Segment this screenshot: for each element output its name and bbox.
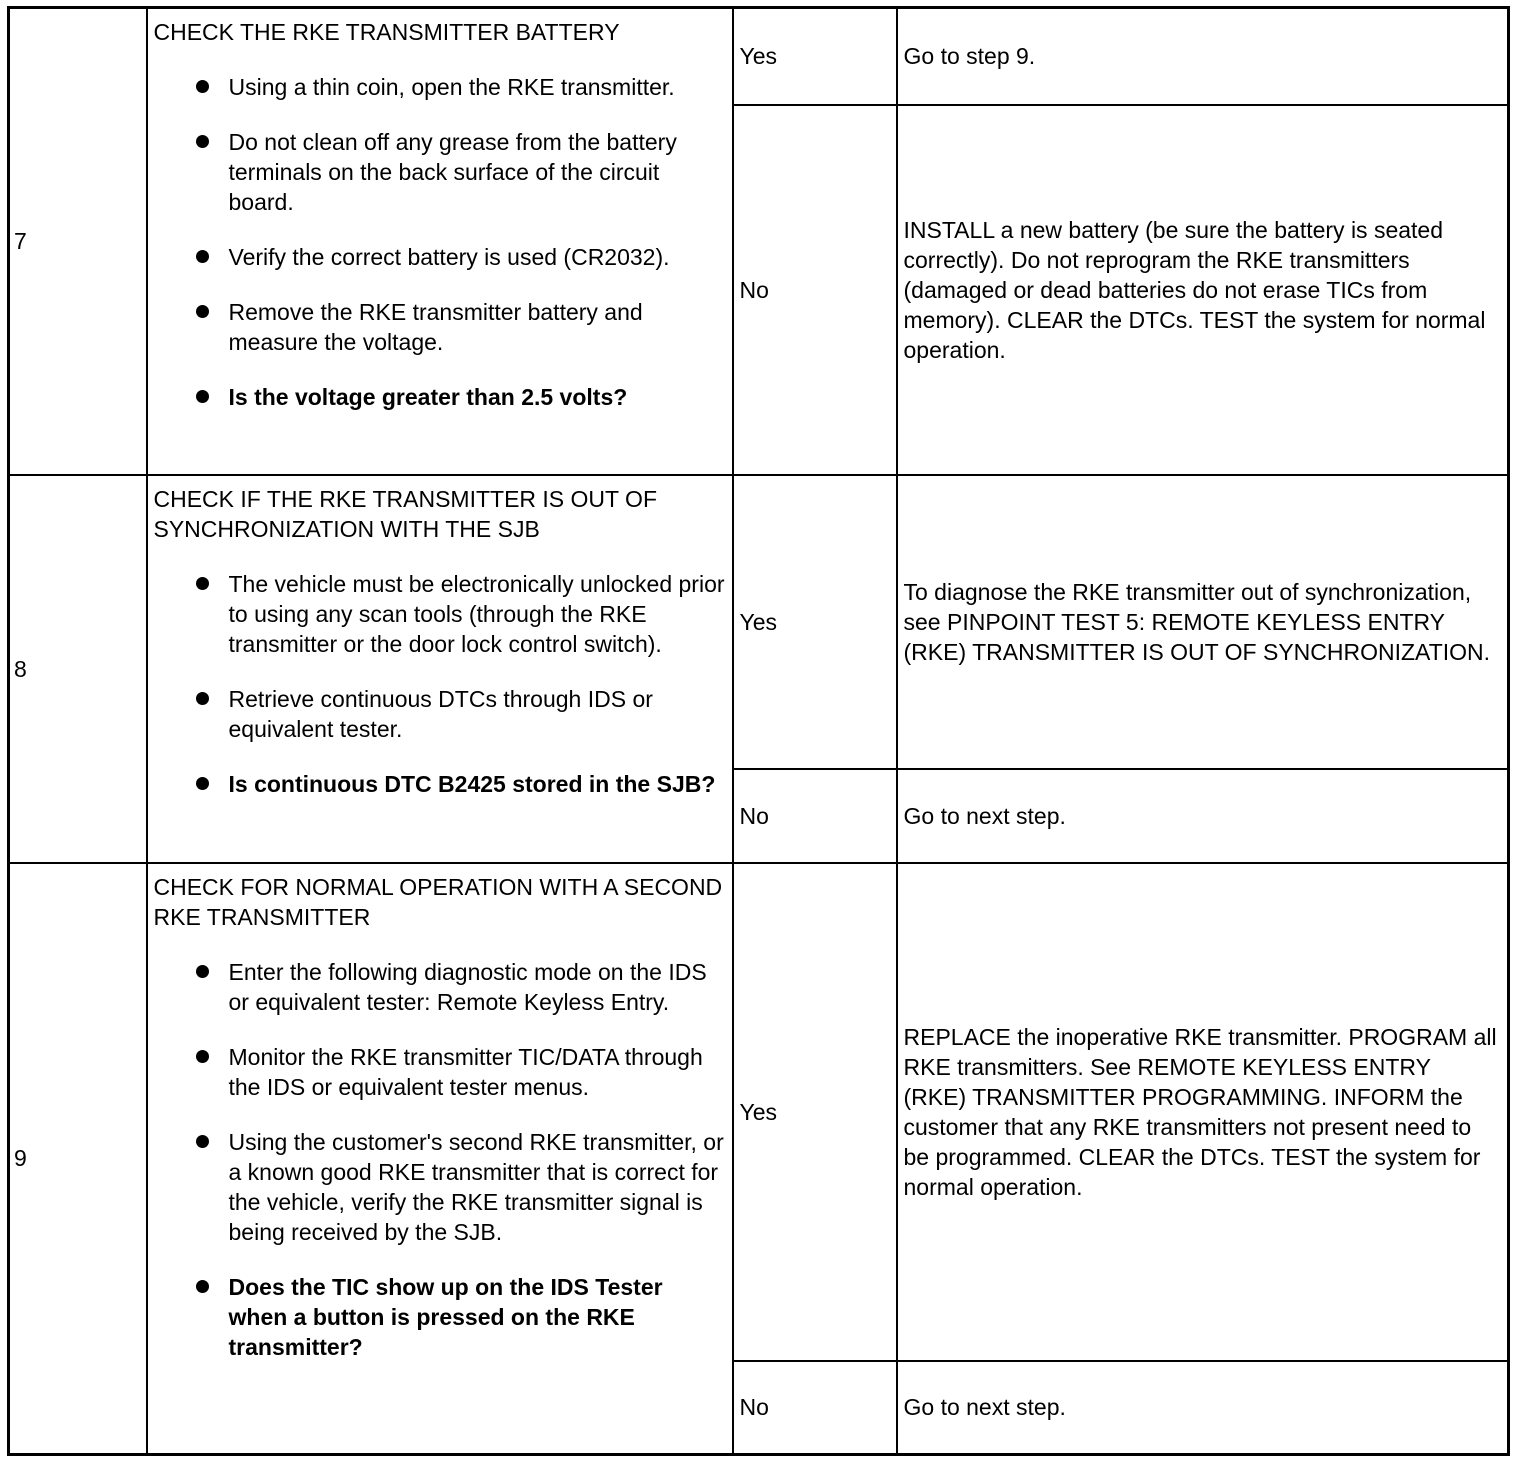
- action-list: [154, 569, 726, 799]
- no-label: No: [733, 769, 897, 863]
- action-item: The vehicle must be electronically unlocked prior to using any scan tools (through the RKE transmitter or the door lock control switch).: [154, 569, 726, 659]
- action-item: Enter the following diagnostic mode on the IDS or equivalent tester: Remote Keyless Entry.: [154, 957, 726, 1017]
- action-item: Remove the RKE transmitter battery and measure the voltage.: [154, 297, 726, 357]
- bullet-icon: [196, 1280, 209, 1293]
- step-number: 9: [9, 863, 147, 1455]
- bullet-icon: [196, 250, 209, 263]
- question-item: Is the voltage greater than 2.5 volts?: [154, 382, 726, 412]
- bullet-icon: [196, 305, 209, 318]
- bullet-icon: [196, 135, 209, 148]
- test-procedure: [147, 8, 733, 475]
- action-list: [154, 957, 726, 1362]
- action-item: Verify the correct battery is used (CR2032).: [154, 242, 726, 272]
- bullet-icon: [196, 80, 209, 93]
- test-procedure: [147, 475, 733, 863]
- action-item: Using a thin coin, open the RKE transmitter.: [154, 72, 726, 102]
- step-8-yes-row: [9, 475, 1509, 769]
- question-item: Does the TIC show up on the IDS Tester when a button is pressed on the RKE transmitter?: [154, 1272, 726, 1362]
- step-number: 7: [9, 8, 147, 475]
- step-7-yes-row: [9, 8, 1509, 105]
- action-list: [154, 72, 726, 412]
- test-title: CHECK FOR NORMAL OPERATION WITH A SECOND RKE TRANSMITTER: [153, 873, 723, 930]
- bullet-icon: [196, 965, 209, 978]
- yes-label: Yes: [733, 8, 897, 105]
- test-procedure: [147, 863, 733, 1455]
- test-title: CHECK THE RKE TRANSMITTER BATTERY: [153, 19, 620, 45]
- test-title: CHECK IF THE RKE TRANSMITTER IS OUT OF SYNCHRONIZATION WITH THE SJB: [153, 485, 657, 542]
- yes-label: Yes: [733, 475, 897, 769]
- yes-result: To diagnose the RKE transmitter out of synchronization, see PINPOINT TEST 5: REMOTE KEYLESS ENTRY (RKE) TRANSMITTER IS OUT OF SYNCHRONIZATION.: [897, 475, 1509, 769]
- action-item: Retrieve continuous DTCs through IDS or equivalent tester.: [154, 684, 726, 744]
- bullet-icon: [196, 1050, 209, 1063]
- diagnostic-steps-table: [7, 6, 1510, 1456]
- question-item: Is continuous DTC B2425 stored in the SJB?: [154, 769, 726, 799]
- no-label: No: [733, 105, 897, 475]
- yes-result: Go to step 9.: [897, 8, 1509, 105]
- bullet-icon: [196, 577, 209, 590]
- action-item: Do not clean off any grease from the battery terminals on the back surface of the circuit board.: [154, 127, 726, 217]
- step-9-yes-row: [9, 863, 1509, 1361]
- yes-result: REPLACE the inoperative RKE transmitter. PROGRAM all RKE transmitters. See REMOTE KEYLESS ENTRY (RKE) TRANSMITTER PROGRAMMING. INFORM the customer that any RKE transmitters not present need to be programmed. CLEAR the DTCs. TEST the system for normal operation.: [897, 863, 1509, 1361]
- no-label: No: [733, 1361, 897, 1455]
- action-item: Using the customer's second RKE transmitter, or a known good RKE transmitter that is correct for the vehicle, verify the RKE transmitter signal is being received by the SJB.: [154, 1127, 726, 1247]
- bullet-icon: [196, 777, 209, 790]
- no-result: Go to next step.: [897, 769, 1509, 863]
- bullet-icon: [196, 390, 209, 403]
- yes-label: Yes: [733, 863, 897, 1361]
- bullet-icon: [196, 692, 209, 705]
- bullet-icon: [196, 1135, 209, 1148]
- no-result: INSTALL a new battery (be sure the battery is seated correctly). Do not reprogram the RKE transmitters (damaged or dead batteries do not erase TICs from memory). CLEAR the DTCs. TEST the system for normal operation.: [897, 105, 1509, 475]
- no-result: Go to next step.: [897, 1361, 1509, 1455]
- step-number: 8: [9, 475, 147, 863]
- action-item: Monitor the RKE transmitter TIC/DATA through the IDS or equivalent tester menus.: [154, 1042, 726, 1102]
